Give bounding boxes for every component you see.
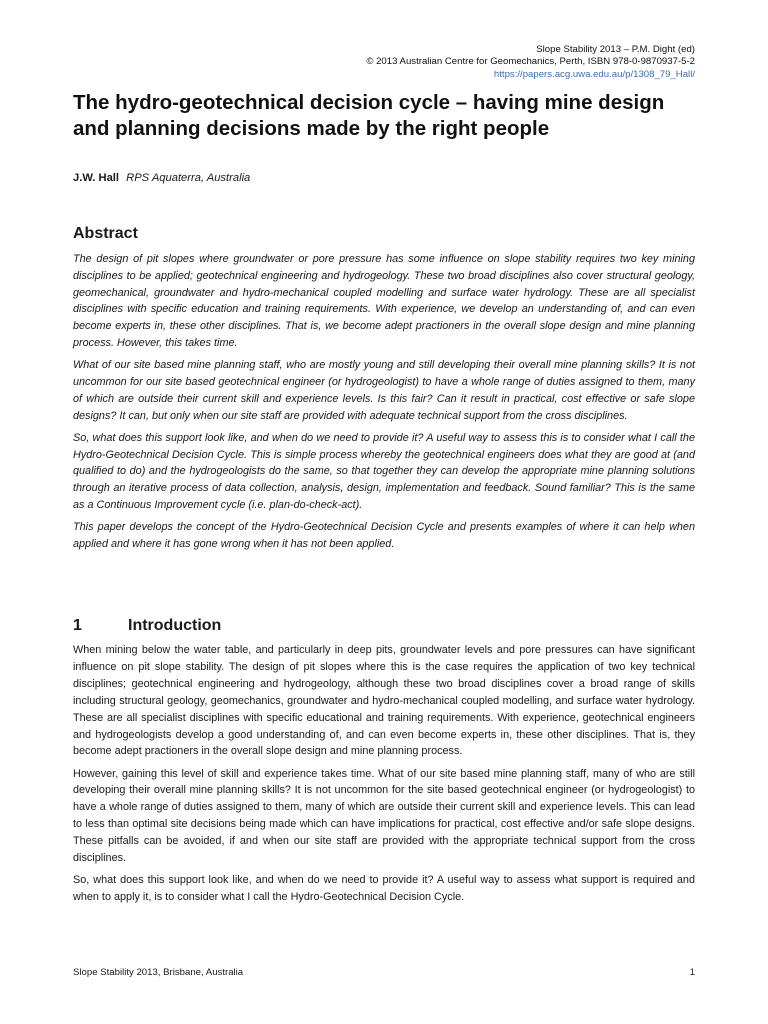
author-line bbox=[73, 171, 250, 185]
author-name: J.W. Hall bbox=[73, 172, 120, 184]
abstract-paragraph: So, what does this support look like, and when do we need to provide it? A useful way to assess this is to consider what I call the Hydro-Geotechnical Decision Cycle. This is simple process whereby the geotechnical engineers does what they are good at (and qualified to do) and the hydrogeologists do the same, so that together they can develop the appropriate mine planning solutions through an iterative process of data collection, analysis, design, implementation and feedback. Sound familiar? This is the same as a Continuous Improvement cycle (i.e. plan-do-check-act). bbox=[73, 431, 695, 511]
author-affiliation: RPS Aquaterra, Australia bbox=[126, 172, 251, 184]
introduction-heading bbox=[73, 617, 221, 635]
abstract-heading: Abstract bbox=[73, 225, 138, 242]
introduction-paragraph: However, gaining this level of skill and experience takes time. What of our site based mine planning staff, many of who are still developing their overall mine planning skills? It is not uncommon for the site based geotechnical engineer (or hydrogeologist) to have a whole range of duties assigned to them, many of which are outside their current skill and experience levels. This can lead to less than optimal site decisions being made which can have implications for practical, cost effective and/or safe slope designs. These pitfalls can be avoided, if and when our site staff are provided with the appropriate technical support from the cross disciplines. bbox=[73, 767, 695, 865]
header-copyright-line: © 2013 Australian Centre for Geomechanics, Perth, ISBN 978-0-9870937-5-2 bbox=[366, 56, 695, 68]
footer-page-number: 1 bbox=[689, 967, 695, 978]
abstract-paragraph: The design of pit slopes where groundwater or pore pressure has some influence on slope stability requires two key mining disciplines to be applied; geotechnical engineering and hydrogeology. These two broad disciplines also cover structural geology, geomechanical, groundwater and hydro-mechanical coupled modelling and surface water hydrology. These are all specialist disciplines with specific education and training requirements. With experience, we develop an understanding of, and can even become experts in, these other disciplines. That is, we become adept practioners in the overall slope design and mine planning process. However, this takes time. bbox=[73, 253, 695, 349]
abstract-paragraph: This paper develops the concept of the Hydro-Geotechnical Decision Cycle and presents examples of where it can help when applied and where it has gone wrong when it has not been applied. bbox=[73, 521, 695, 550]
abstract-paragraph: What of our site based mine planning staff, who are mostly young and still developing their overall mine planning skills? It is not uncommon for our site based geotechnical engineer (or hydrogeologist) to have a whole range of duties assigned to them, many of which are outside their current skill and experience levels. Is this fair? Can it result in practical, cost effective or safe slope designs? It can, but only when our site staff are provided with adequate technical support from the cross disciplines. bbox=[73, 359, 695, 422]
section-number: 1 bbox=[73, 617, 82, 634]
publication-header bbox=[366, 44, 695, 81]
header-paper-link[interactable]: https://papers.acg.uwa.edu.au/p/1308_79_Hall/ bbox=[493, 68, 695, 80]
introduction-body bbox=[73, 642, 695, 911]
header-volume-line: Slope Stability 2013 – P.M. Dight (ed) bbox=[536, 44, 695, 55]
abstract-body bbox=[73, 251, 695, 558]
section-title: Introduction bbox=[128, 617, 222, 634]
introduction-paragraph: So, what does this support look like, and when do we need to provide it? A useful way to assess what support is required and when to apply it, is to consider what I call the Hydro-Geotechnical Decision Cycle. bbox=[73, 874, 695, 904]
footer-conference: Slope Stability 2013, Brisbane, Australia bbox=[73, 967, 244, 978]
paper-title: The hydro-geotechnical decision cycle – having mine design and planning decisions made by the right people bbox=[73, 91, 665, 140]
introduction-paragraph: When mining below the water table, and particularly in deep pits, groundwater levels and pore pressures can have significant influence on pit slope stability. The design of pit slopes where this is the case requires the application of two key technical disciplines; geotechnical engineering and hydrogeology, although these two broad disciplines cover a broad range of skills including structural geology, geomechanics, groundwater and hydro-mechanical coupled modelling, and surface water hydrology. These are all specialist disciplines with specific educational and training requirements. With experience, geotechnical engineers and hydrogeologists develop a good understanding of, and can even become experts in, these other disciplines. That is, they become adept practioners in the overall slope design and mine planning process. bbox=[73, 644, 695, 758]
